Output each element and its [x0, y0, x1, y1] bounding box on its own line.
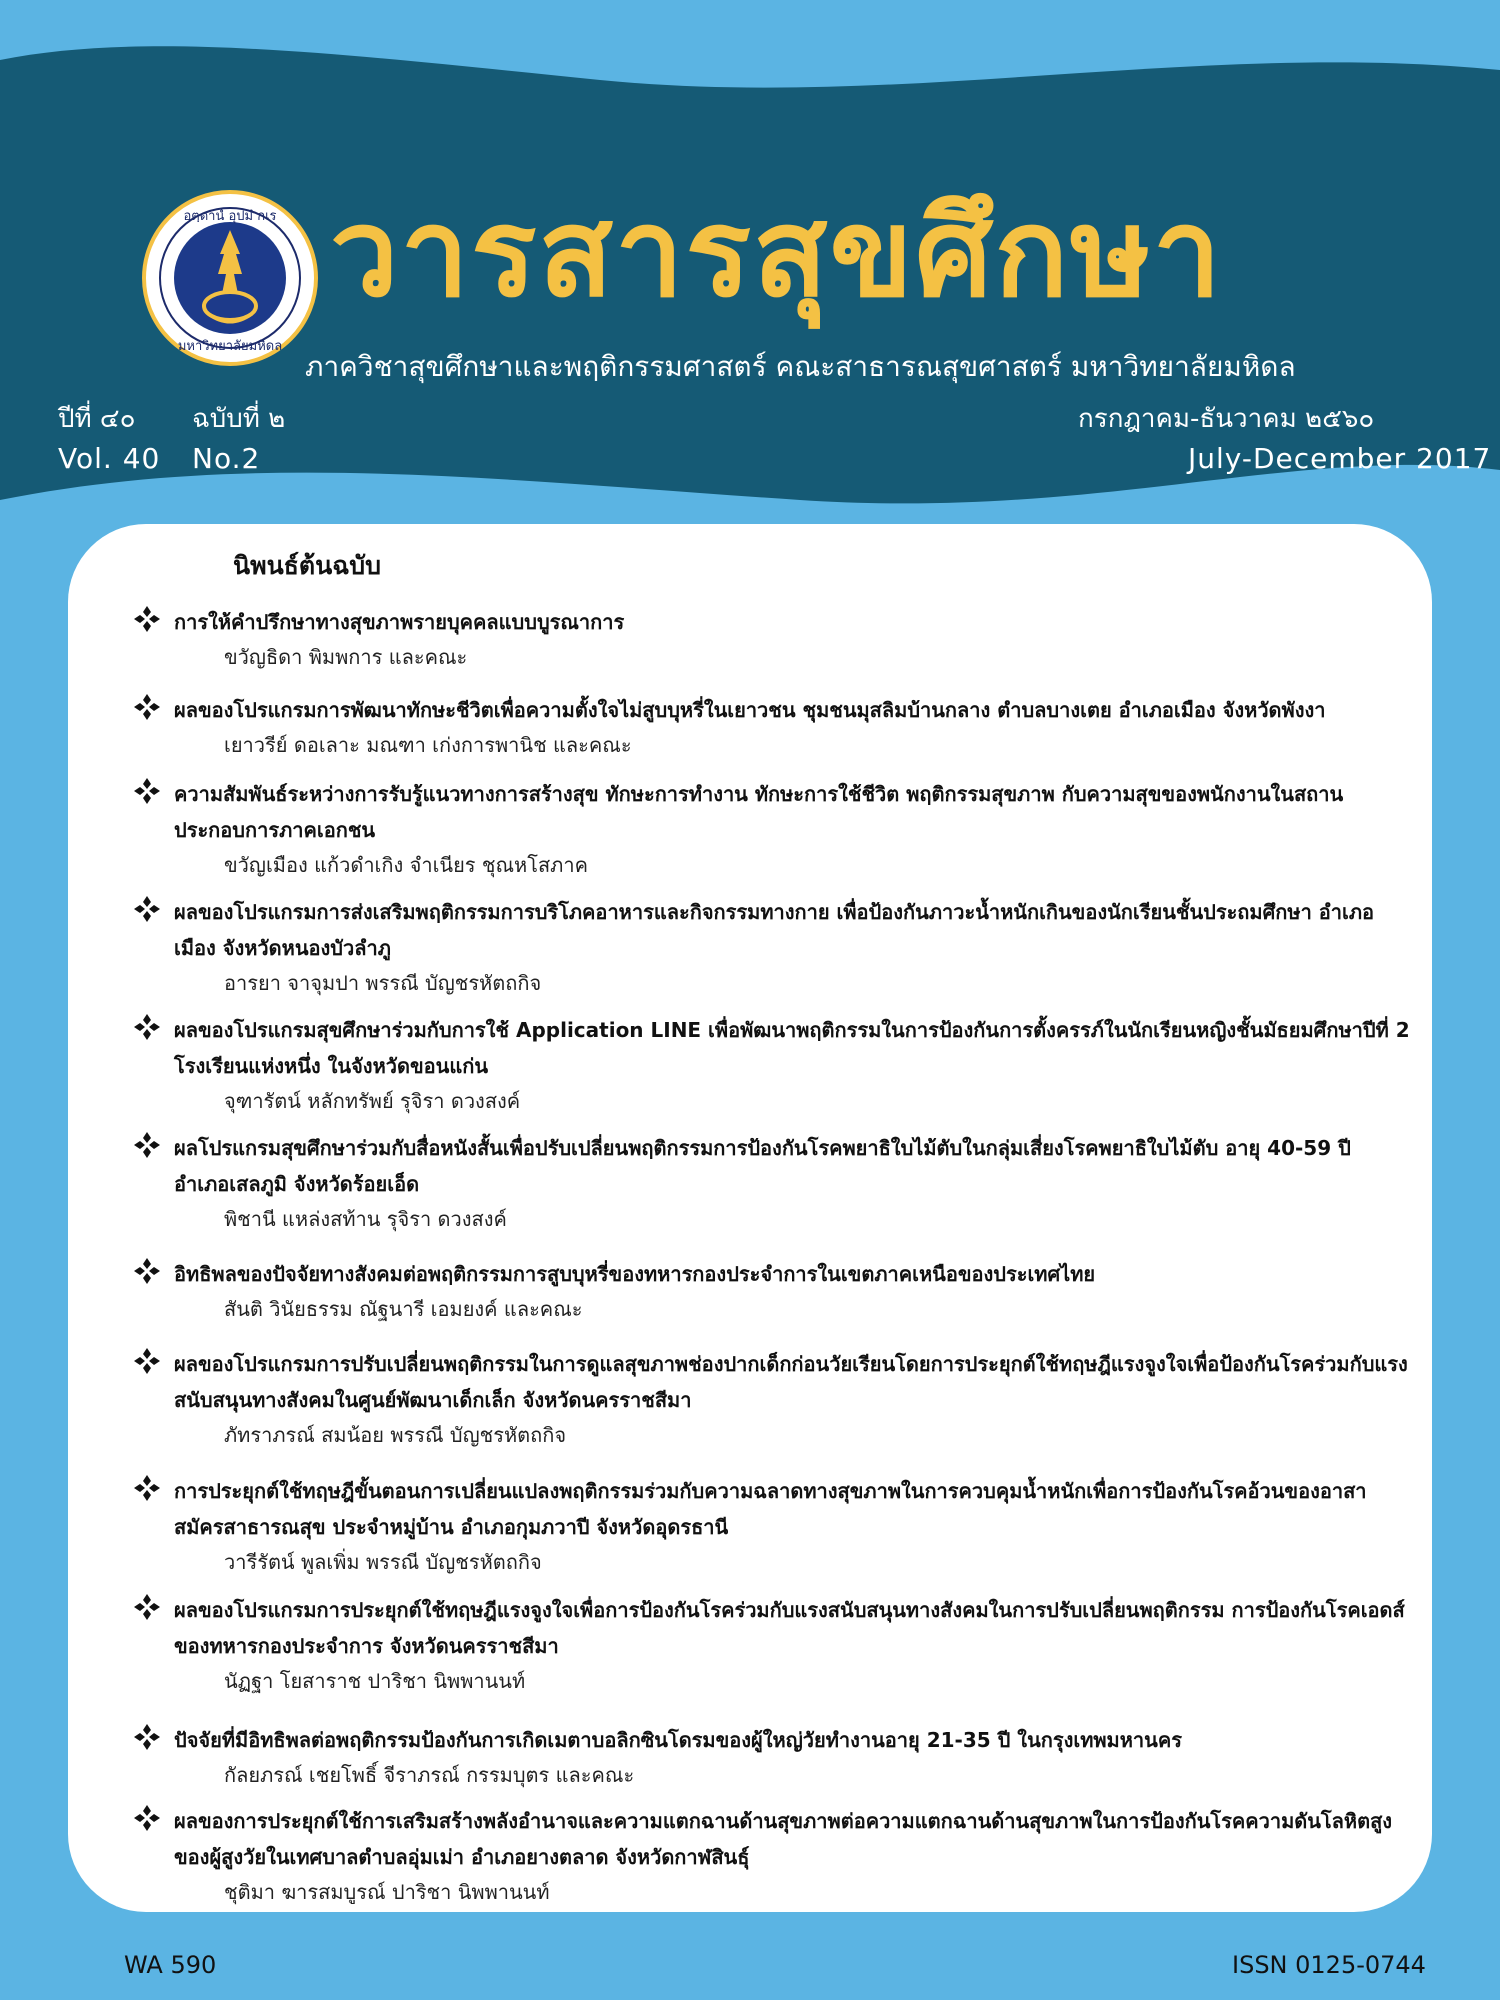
four-diamond-bullet-icon [132, 1130, 162, 1160]
article-title: ผลของโปรแกรมการประยุกต์ใช้ทฤษฎีแรงจูงใจเพื่อการป้องกันโรคร่วมกับแรงสนับสนุนทางสังคมในการปรับเปลี่ยนพฤติกรรม การป้องกันโรคเอดส์ของทหารกองประจำการ จังหวัดนครราชสีมา [174, 1598, 1405, 1658]
article-entry [132, 1012, 1412, 1118]
article-entry [132, 1592, 1412, 1698]
four-diamond-bullet-icon [132, 1346, 162, 1376]
article-entry [132, 1473, 1412, 1579]
article-entry [132, 692, 1412, 762]
article-title: ความสัมพันธ์ระหว่างการรับรู้แนวทางการสร้างสุข ทักษะการทำงาน ทักษะการใช้ชีวิต พฤติกรรมสุขภาพ กับความสุขของพนักงานในสถานประกอบการภาคเอกชน [174, 782, 1344, 842]
article-title: ผลของโปรแกรมสุขศึกษาร่วมกับการใช้ Application LINE เพื่อพัฒนาพฤติกรรมในการป้องกันการตั้งครรภ์ในนักเรียนหญิงชั้นมัธยมศึกษาปีที่ 2 โรงเรียนแห่งหนึ่ง ในจังหวัดขอนแก่น [174, 1018, 1410, 1078]
article-entry [132, 1256, 1412, 1326]
issue-english: No.2 [192, 442, 261, 475]
date-english: July-December 2017 [1188, 442, 1492, 475]
issue-thai: ฉบับที่ ๒ [192, 404, 286, 434]
issn: ISSN 0125-0744 [1232, 1951, 1426, 1979]
article-authors: จุฑารัตน์ หลักทรัพย์ รุจิรา ดวงสงค์ [224, 1089, 521, 1113]
article-entry [132, 894, 1412, 1000]
article-title: การให้คำปรึกษาทางสุขภาพรายบุคคลแบบบูรณาการ [174, 610, 625, 634]
call-number: WA 590 [124, 1951, 217, 1979]
article-entry [132, 1130, 1412, 1236]
article-title: อิทธิพลของปัจจัยทางสังคมต่อพฤติกรรมการสูบบุหรี่ของทหารกองประจำการในเขตภาคเหนือของประเทศไทย [174, 1262, 1096, 1286]
four-diamond-bullet-icon [132, 894, 162, 924]
article-authors: เยาวรีย์ ดอเลาะ มณฑา เก่งการพานิช และคณะ [224, 733, 632, 757]
article-authors: ขวัญเมือง แก้วดำเกิง จำเนียร ชุณหโสภาค [224, 853, 588, 877]
four-diamond-bullet-icon [132, 1012, 162, 1042]
svg-text:อตฺตานํ อุปมํ กเร: อตฺตานํ อุปมํ กเร [183, 209, 277, 224]
date-thai: กรกฎาคม-ธันวาคม ๒๕๖๐ [1078, 404, 1375, 434]
four-diamond-bullet-icon [132, 1592, 162, 1622]
article-authors: อารยา จาจุมปา พรรณี บัญชรหัตถกิจ [224, 971, 542, 995]
article-authors: นัฏฐา โยสาราช ปาริชา นิพพานนท์ [224, 1669, 526, 1693]
article-authors: ขวัญธิดา พิมพการ และคณะ [224, 645, 468, 669]
article-title: ผลของโปรแกรมการพัฒนาทักษะชีวิตเพื่อความตั้งใจไม่สูบบุหรี่ในเยาวชน ชุมชนมุสลิมบ้านกลาง ตำบลบางเตย อำเภอเมือง จังหวัดพังงา [174, 698, 1326, 722]
article-entry [132, 776, 1412, 882]
article-title: ผลของโปรแกรมการส่งเสริมพฤติกรรมการบริโภคอาหารและกิจกรรมทางกาย เพื่อป้องกันภาวะน้ำหนักเกินของนักเรียนชั้นประถมศึกษา อำเภอเมือง จังหวัดหนองบัวลำภู [174, 900, 1375, 960]
volume-english: Vol. 40 [58, 442, 161, 475]
article-authors: วารีรัตน์ พูลเพิ่ม พรรณี บัญชรหัตถกิจ [224, 1550, 542, 1574]
four-diamond-bullet-icon [132, 604, 162, 634]
article-title: การประยุกต์ใช้ทฤษฎีขั้นตอนการเปลี่ยนแปลงพฤติกรรมร่วมกับความฉลาดทางสุขภาพในการควบคุมน้ำหนักเพื่อการป้องกันโรคอ้วนของอาสาสมัครสาธารณสุข ประจำหมู่บ้าน อำเภอกุมภวาปี จังหวัดอุดรธานี [174, 1479, 1367, 1539]
article-title: ผลของโปรแกรมการปรับเปลี่ยนพฤติกรรมในการดูแลสุขภาพช่องปากเด็กก่อนวัยเรียนโดยการประยุกต์ใช้ทฤษฎีแรงจูงใจเพื่อป้องกันโรคร่วมกับแรงสนับสนุนทางสังคมในศูนย์พัฒนาเด็กเล็ก จังหวัดนครราชสีมา [174, 1352, 1408, 1412]
four-diamond-bullet-icon [132, 1722, 162, 1752]
year-thai: ปีที่ ๔๐ [58, 404, 136, 434]
article-authors: ชุติมา ฆารสมบูรณ์ ปาริชา นิพพานนท์ [224, 1880, 550, 1904]
article-title: ปัจจัยที่มีอิทธิพลต่อพฤติกรรมป้องกันการเกิดเมตาบอลิกซินโดรมของผู้ใหญ่วัยทำงานอายุ 21-35 ปี ในกรุงเทพมหานคร [174, 1728, 1182, 1752]
article-authors: สันติ วินัยธรรม ณัฐนารี เอมยงค์ และคณะ [224, 1297, 583, 1321]
article-entry [132, 1803, 1412, 1909]
four-diamond-bullet-icon [132, 1803, 162, 1833]
article-entry [132, 1722, 1412, 1792]
article-entry [132, 1346, 1412, 1452]
journal-subtitle: ภาควิชาสุขศึกษาและพฤติกรรมศาสตร์ คณะสาธารณสุขศาสตร์ มหาวิทยาลัยมหิดล [305, 350, 1296, 383]
article-authors: พิชานี แหล่งสท้าน รุจิรา ดวงสงค์ [224, 1207, 507, 1231]
svg-text:มหาวิทยาลัยมหิดล: มหาวิทยาลัยมหิดล [177, 339, 283, 354]
journal-title: วารสารสุขศึกษา [330, 182, 1224, 324]
four-diamond-bullet-icon [132, 776, 162, 806]
article-entry [132, 604, 1412, 674]
four-diamond-bullet-icon [132, 1256, 162, 1286]
four-diamond-bullet-icon [132, 1473, 162, 1503]
article-title: ผลของการประยุกต์ใช้การเสริมสร้างพลังอำนาจและความแตกฉานด้านสุขภาพต่อความแตกฉานด้านสุขภาพในการป้องกันโรคความดันโลหิตสูงของผู้สูงวัยในเทศบาลตำบลอุ่มเม่า อำเภอยางตลาด จังหวัดกาฬสินธุ์ [174, 1809, 1393, 1869]
university-seal-icon [142, 190, 318, 366]
article-authors: ภัทราภรณ์ สมน้อย พรรณี บัญชรหัตถกิจ [224, 1423, 567, 1447]
article-authors: กัลยภรณ์ เชยโพธิ์ จีราภรณ์ กรรมบุตร และคณะ [224, 1763, 635, 1787]
section-heading: นิพนธ์ต้นฉบับ [233, 551, 382, 580]
article-title: ผลโปรแกรมสุขศึกษาร่วมกับสื่อหนังสั้นเพื่อปรับเปลี่ยนพฤติกรรมการป้องกันโรคพยาธิใบไม้ตับในกลุ่มเสี่ยงโรคพยาธิใบไม้ตับ อายุ 40-59 ปี อำเภอเสลภูมิ จังหวัดร้อยเอ็ด [174, 1136, 1351, 1196]
four-diamond-bullet-icon [132, 692, 162, 722]
